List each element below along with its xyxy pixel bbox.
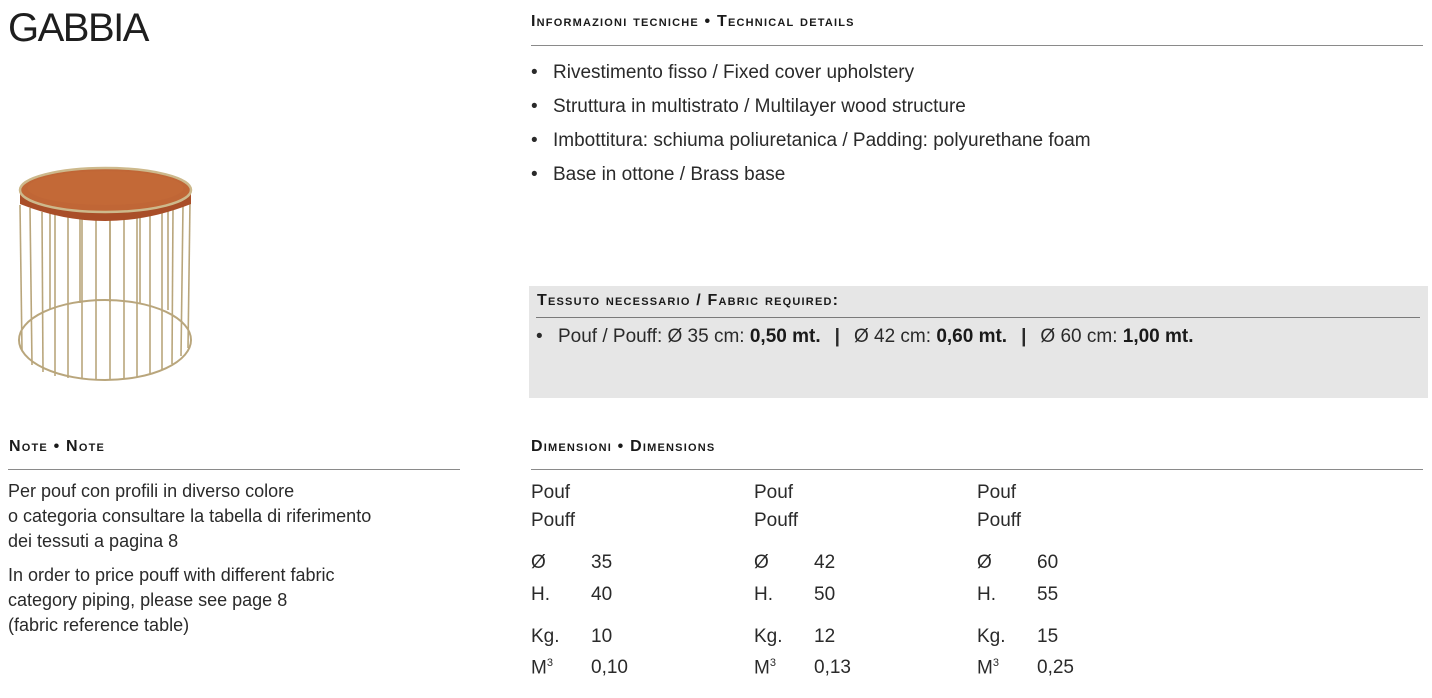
fabric-requirement-line: • Pouf / Pouff: Ø 35 cm: 0,50 mt. | Ø 42 cm: 0,60 mt. | Ø 60 cm: 1,00 mt. — [536, 326, 1194, 347]
list-item-text: Struttura in multistrato / Multilayer wood structure — [553, 96, 966, 117]
weight-label: Kg. — [531, 626, 560, 647]
list-item-text: Rivestimento fisso / Fixed cover upholstery — [553, 62, 915, 83]
list-item: • Rivestimento fisso / Fixed cover upholstery — [531, 62, 915, 83]
fabric-value-35: 0,50 mt. — [749, 326, 821, 347]
fabric-required-heading: Tessuto necessario / Fabric required: — [537, 292, 840, 309]
weight-value: 15 — [1037, 626, 1059, 647]
volume-value: 0,13 — [814, 657, 851, 678]
dimensions-heading: Dimensioni • Dimensions — [531, 438, 716, 455]
diameter-label: Ø — [754, 552, 769, 573]
list-item: • Base in ottone / Brass base — [531, 164, 786, 185]
weight-label: Kg. — [977, 626, 1006, 647]
fabric-value-42: 0,60 mt. — [936, 326, 1008, 347]
fabric-value-60: 1,00 mt. — [1122, 326, 1194, 347]
note-line: (fabric reference table) — [8, 615, 190, 635]
weight-value: 10 — [591, 626, 613, 647]
list-item: • Struttura in multistrato / Multilayer wood structure — [531, 96, 966, 117]
model-name-it: Pouf — [531, 482, 571, 503]
height-value: 40 — [591, 584, 613, 605]
diameter-label: Ø — [531, 552, 546, 573]
note-line: Per pouf con profili in diverso colore — [8, 481, 295, 501]
weight-label: Kg. — [754, 626, 783, 647]
fabric-divider — [536, 317, 1420, 318]
model-name-en: Pouff — [531, 510, 576, 531]
pouf-product-image — [10, 160, 200, 385]
weight-value: 12 — [814, 626, 836, 647]
diameter-label: Ø — [977, 552, 992, 573]
volume-label: $M^3$ — [531, 657, 553, 679]
volume-value: 0,25 — [1037, 657, 1074, 678]
volume-label: $M^3$ — [977, 657, 999, 679]
model-name-en: Pouff — [977, 510, 1022, 531]
notes-heading: Note • Note — [9, 438, 106, 455]
height-label: H. — [531, 584, 550, 605]
diameter-value: 35 — [591, 552, 613, 573]
height-label: H. — [977, 584, 996, 605]
note-line: dei tessuti a pagina 8 — [8, 531, 179, 551]
product-title: GABBIA — [8, 6, 148, 50]
technical-details-heading: Informazioni tecniche • Technical details — [531, 13, 855, 30]
note-italian — [8, 479, 371, 554]
volume-value: 0,10 — [591, 657, 628, 678]
fabric-label-60: Ø 60 cm: — [1040, 326, 1123, 347]
note-line: category piping, please see page 8 — [8, 590, 288, 610]
height-value: 50 — [814, 584, 836, 605]
fabric-label-42: Ø 42 cm: — [853, 326, 937, 347]
note-english — [8, 563, 335, 638]
technical-divider — [531, 45, 1423, 46]
diameter-value: 42 — [814, 552, 836, 573]
diameter-value: 60 — [1037, 552, 1059, 573]
model-name-it: Pouf — [977, 482, 1017, 503]
volume-label: $M^3$ — [754, 657, 776, 679]
list-item-text: Base in ottone / Brass base — [553, 164, 786, 185]
notes-divider — [8, 469, 460, 470]
list-item: • Imbottitura: schiuma poliuretanica / Padding: polyurethane foam — [531, 130, 1091, 151]
note-line: o categoria consultare la tabella di riferimento — [8, 506, 372, 526]
fabric-required-box — [529, 286, 1428, 398]
height-value: 55 — [1037, 584, 1059, 605]
note-line: In order to price pouff with different fabric — [8, 565, 335, 585]
fabric-prefix: Pouf / Pouff: Ø 35 cm: — [558, 326, 750, 347]
list-item-text: Imbottitura: schiuma poliuretanica / Padding: polyurethane foam — [553, 130, 1091, 151]
dimensions-divider — [531, 469, 1423, 470]
model-name-en: Pouff — [754, 510, 799, 531]
technical-details-list — [531, 56, 1091, 192]
height-label: H. — [754, 584, 773, 605]
model-name-it: Pouf — [754, 482, 794, 503]
